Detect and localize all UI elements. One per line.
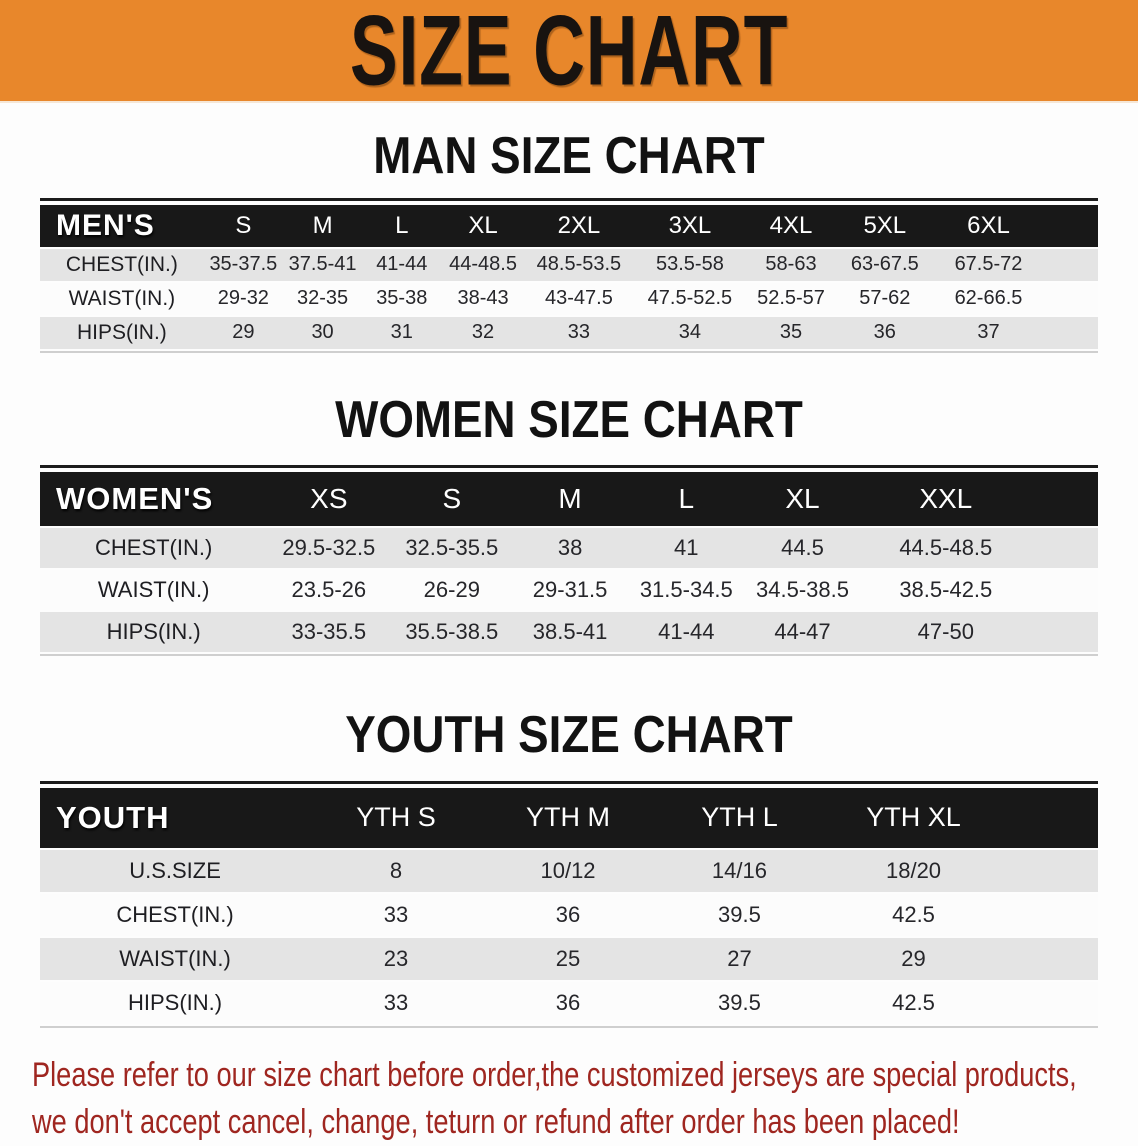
row-spacer-cell xyxy=(1002,894,1098,936)
row-label-cell: U.S.SIZE xyxy=(40,850,310,892)
size-column-header: YTH L xyxy=(654,788,825,848)
size-value-cell: 29 xyxy=(204,317,283,349)
size-column-header: L xyxy=(362,205,441,247)
size-value-cell: 31 xyxy=(362,317,441,349)
size-value-cell: 18/20 xyxy=(825,850,1002,892)
size-value-cell: 43-47.5 xyxy=(525,283,633,315)
size-value-cell: 42.5 xyxy=(825,894,1002,936)
row-spacer-cell xyxy=(1032,612,1098,652)
size-value-cell: 30 xyxy=(283,317,362,349)
size-column-header: M xyxy=(513,472,627,526)
size-value-cell: 67.5-72 xyxy=(934,249,1042,281)
measurement-row xyxy=(40,570,1098,610)
size-value-cell: 26-29 xyxy=(390,570,513,610)
size-value-cell: 63-67.5 xyxy=(835,249,934,281)
size-value-cell: 41-44 xyxy=(362,249,441,281)
table-header-row xyxy=(40,205,1098,247)
size-column-header: XS xyxy=(267,472,390,526)
row-label-cell: WAIST(IN.) xyxy=(40,938,310,980)
size-column-header: YTH S xyxy=(310,788,482,848)
size-column-header: S xyxy=(390,472,513,526)
header-spacer-cell xyxy=(1002,788,1098,848)
table-title-cell: YOUTH xyxy=(40,788,310,848)
size-value-cell: 14/16 xyxy=(654,850,825,892)
size-value-cell: 36 xyxy=(482,894,654,936)
size-value-cell: 23.5-26 xyxy=(267,570,390,610)
size-value-cell: 62-66.5 xyxy=(934,283,1042,315)
size-value-cell: 29-32 xyxy=(204,283,283,315)
size-column-header: XL xyxy=(746,472,860,526)
youth-size-chart-heading: YOUTH SIZE CHART xyxy=(345,706,793,765)
man-size-chart-heading: MAN SIZE CHART xyxy=(373,127,765,185)
size-value-cell: 25 xyxy=(482,938,654,980)
size-value-cell: 38 xyxy=(513,528,627,568)
size-value-cell: 47.5-52.5 xyxy=(633,283,747,315)
men-size-table-wrapper xyxy=(40,198,1098,353)
size-column-header: M xyxy=(283,205,362,247)
size-column-header: YTH M xyxy=(482,788,654,848)
size-value-cell: 47-50 xyxy=(859,612,1032,652)
size-value-cell: 38.5-42.5 xyxy=(859,570,1032,610)
size-value-cell: 32.5-35.5 xyxy=(390,528,513,568)
size-value-cell: 29 xyxy=(825,938,1002,980)
row-spacer-cell xyxy=(1002,850,1098,892)
row-spacer-cell xyxy=(1043,283,1098,315)
row-label-cell: CHEST(IN.) xyxy=(40,528,267,568)
size-chart-title: SIZE CHART xyxy=(349,0,789,106)
youth-size-table-wrapper xyxy=(40,781,1098,1028)
table-header-row xyxy=(40,472,1098,526)
row-label-cell: WAIST(IN.) xyxy=(40,570,267,610)
size-column-header: XL xyxy=(441,205,524,247)
size-value-cell: 44.5 xyxy=(746,528,860,568)
size-column-header: 3XL xyxy=(633,205,747,247)
size-value-cell: 10/12 xyxy=(482,850,654,892)
size-value-cell: 29-31.5 xyxy=(513,570,627,610)
size-value-cell: 32-35 xyxy=(283,283,362,315)
size-value-cell: 52.5-57 xyxy=(747,283,836,315)
size-value-cell: 58-63 xyxy=(747,249,836,281)
size-column-header: XXL xyxy=(859,472,1032,526)
table-title-cell: WOMEN'S xyxy=(40,472,267,526)
size-value-cell: 44.5-48.5 xyxy=(859,528,1032,568)
size-column-header: 4XL xyxy=(747,205,836,247)
size-value-cell: 42.5 xyxy=(825,982,1002,1024)
size-value-cell: 31.5-34.5 xyxy=(627,570,746,610)
size-value-cell: 57-62 xyxy=(835,283,934,315)
size-value-cell: 48.5-53.5 xyxy=(525,249,633,281)
measurement-row xyxy=(40,317,1098,349)
women-size-table-wrapper xyxy=(40,465,1098,656)
size-value-cell: 34.5-38.5 xyxy=(746,570,860,610)
size-value-cell: 53.5-58 xyxy=(633,249,747,281)
youth-size-table xyxy=(40,786,1098,1026)
header-spacer-cell xyxy=(1032,472,1098,526)
size-value-cell: 39.5 xyxy=(654,982,825,1024)
measurement-row xyxy=(40,249,1098,281)
size-value-cell: 29.5-32.5 xyxy=(267,528,390,568)
row-label-cell: WAIST(IN.) xyxy=(40,283,204,315)
size-value-cell: 38.5-41 xyxy=(513,612,627,652)
row-label-cell: HIPS(IN.) xyxy=(40,982,310,1024)
size-value-cell: 36 xyxy=(482,982,654,1024)
measurement-row xyxy=(40,894,1098,936)
size-column-header: L xyxy=(627,472,746,526)
size-value-cell: 41 xyxy=(627,528,746,568)
women-size-table xyxy=(40,470,1098,654)
measurement-row xyxy=(40,612,1098,652)
row-label-cell: CHEST(IN.) xyxy=(40,249,204,281)
row-spacer-cell xyxy=(1002,982,1098,1024)
size-column-header: S xyxy=(204,205,283,247)
size-value-cell: 38-43 xyxy=(441,283,524,315)
disclaimer-line-1: Please refer to our size chart before order,the customized jerseys are special products, xyxy=(32,1055,1077,1094)
size-value-cell: 8 xyxy=(310,850,482,892)
row-label-cell: HIPS(IN.) xyxy=(40,317,204,349)
size-value-cell: 35 xyxy=(747,317,836,349)
size-value-cell: 44-48.5 xyxy=(441,249,524,281)
row-spacer-cell xyxy=(1032,570,1098,610)
row-spacer-cell xyxy=(1032,528,1098,568)
header-spacer-cell xyxy=(1043,205,1098,247)
size-value-cell: 37.5-41 xyxy=(283,249,362,281)
women-size-chart-heading: WOMEN SIZE CHART xyxy=(335,390,803,449)
row-spacer-cell xyxy=(1002,938,1098,980)
size-value-cell: 23 xyxy=(310,938,482,980)
size-value-cell: 44-47 xyxy=(746,612,860,652)
row-spacer-cell xyxy=(1043,249,1098,281)
size-value-cell: 33 xyxy=(525,317,633,349)
table-header-row xyxy=(40,788,1098,848)
size-value-cell: 35-37.5 xyxy=(204,249,283,281)
size-column-header: 2XL xyxy=(525,205,633,247)
size-value-cell: 33 xyxy=(310,982,482,1024)
size-value-cell: 35-38 xyxy=(362,283,441,315)
size-column-header: 5XL xyxy=(835,205,934,247)
row-label-cell: HIPS(IN.) xyxy=(40,612,267,652)
measurement-row xyxy=(40,938,1098,980)
row-label-cell: CHEST(IN.) xyxy=(40,894,310,936)
row-spacer-cell xyxy=(1043,317,1098,349)
size-value-cell: 41-44 xyxy=(627,612,746,652)
men-size-table xyxy=(40,203,1098,351)
size-value-cell: 27 xyxy=(654,938,825,980)
size-value-cell: 33-35.5 xyxy=(267,612,390,652)
size-column-header: 6XL xyxy=(934,205,1042,247)
measurement-row xyxy=(40,528,1098,568)
measurement-row xyxy=(40,850,1098,892)
size-value-cell: 39.5 xyxy=(654,894,825,936)
table-title-cell: MEN'S xyxy=(40,205,204,247)
disclaimer-line-2: we don't accept cancel, change, teturn or refund after order has been placed! xyxy=(32,1102,960,1141)
size-chart-content xyxy=(0,129,1138,1028)
measurement-row xyxy=(40,982,1098,1024)
size-value-cell: 35.5-38.5 xyxy=(390,612,513,652)
size-value-cell: 36 xyxy=(835,317,934,349)
size-chart-banner xyxy=(0,0,1138,106)
size-value-cell: 33 xyxy=(310,894,482,936)
size-value-cell: 37 xyxy=(934,317,1042,349)
size-value-cell: 32 xyxy=(441,317,524,349)
size-value-cell: 34 xyxy=(633,317,747,349)
measurement-row xyxy=(40,283,1098,315)
size-column-header: YTH XL xyxy=(825,788,1002,848)
